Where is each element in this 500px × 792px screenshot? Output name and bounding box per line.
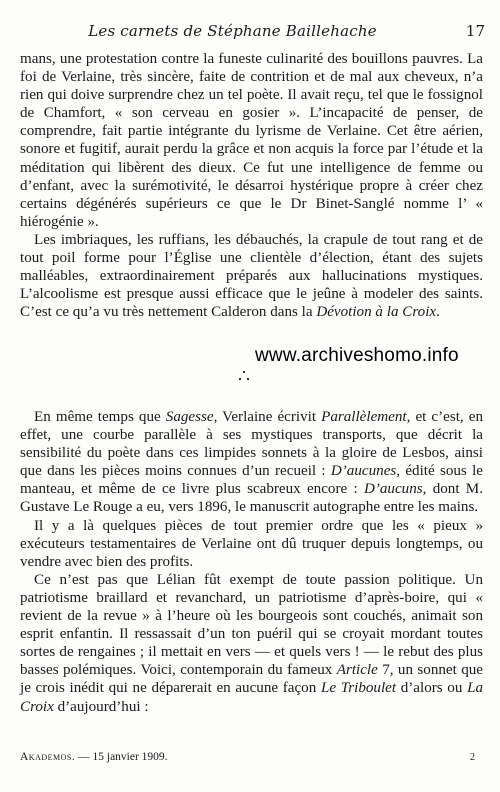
paragraph-text: , dont M. Gustave Le Rouge a eu, vers 1896, le manuscrit autographe entre les mains. xyxy=(20,481,483,516)
italic-title: D’aucunes xyxy=(330,463,397,480)
paragraph-executeurs: Il y a là quelques pièces de tout premier ordre que les « pieux » exécuteurs testamentaires de Verlaine ont dû truquer depuis longtemps, ou vendre avec bien des profits. xyxy=(20,517,483,570)
page-header xyxy=(20,22,485,44)
paragraph-text: Les imbriaques, les ruffians, les débauchés, la crapule de tout rang et de tout poil forme pour l’Église une clientèle d’élection, étant des sujets malléables, extraordinairement préparés aux hallucinations mystiques. L’alcoolisme est presque aussi efficace que le jeûne à modeler des saints. C’est ce qu’a vu très nettement Calderon dans la xyxy=(20,231,483,321)
signature-mark: 2 xyxy=(470,752,475,763)
paragraph-verlaine-faith: mans, une protestation contre la funeste culinarité des bouillons pauvres. La foi de Verlaine, très sincère, faite de contrition et de mal aux cheveux, n’a rien qui doive surprendre chez un tel poète. Il avait reçu, tel que le fossignol de Chamfort, « son cerveau en gosier ». L’incapacité de penser, de comprendre, fait partie intégrante du lyrisme de Verlaine. Cet être aérien, sonore et fugitif, aurait perdu la grâce et non acquis la force par l’étude et la méditation qui libèrent des dieux. Ce fut une intelligence de femme ou d’enfant, avec la surémotivité, le désarroi hystérique propre à créer chez certains dégénérés supérieurs ce que le Dr Binet-Sanglé nomme l’ « hiérogénie ». xyxy=(20,51,483,230)
paragraph-imbriaques xyxy=(20,231,483,321)
paragraph-text: Ce n’est pas que Lélian fût exempt de toute passion politique. Un patriotisme braillard et revanchard, un patriotisme d’après-boire, qui « revient de la revue » à l’heure où les bourgeois sont couchés, animait son esprit enfantin. Il ressassait d’un ton puéril qui se croyait mordant toutes sortes de rengaines ; il mettait en vers — et quels vers ! — le rebut des plus basses polémiques. Voici, contemporain du fameux xyxy=(20,571,483,679)
paragraph-text: , Verlaine écrivit xyxy=(213,409,322,425)
paragraph-parallelement xyxy=(20,408,483,517)
italic-title: Article xyxy=(336,662,378,679)
italic-title: Sagesse xyxy=(165,409,214,425)
italic-title: D’aucuns xyxy=(363,481,423,498)
italic-title: La Croix xyxy=(20,680,484,715)
journal-name: Akademos. xyxy=(20,751,76,763)
paragraph-text: d’aujourd’hui : xyxy=(53,698,149,715)
asterism-icon xyxy=(236,369,252,383)
paragraph-text: 7, un sonnet que je crois inédit qui ne déparerait en aucune façon xyxy=(20,662,483,697)
paragraph-text: , et c’est, en effet, une courbe parallèle à ses mystiques transports, que décrit la sensibilité du poète dans ces limpides sonnets à la gloire de Lesbos, ainsi que dans les pièces moins connues d’un recueil : xyxy=(20,409,484,480)
paragraph-text: d’alors ou xyxy=(396,680,468,697)
watermark-url: www.archiveshomo.info xyxy=(255,345,459,366)
paragraph-text: , édité sous le manteau, et même de ce livre plus scabreux encore : xyxy=(20,463,483,498)
running-head: Les carnets de Stéphane Baillehache xyxy=(88,22,377,40)
italic-title: Le Triboulet xyxy=(320,680,397,697)
paragraph-text: En même temps que xyxy=(34,409,166,425)
paragraph-politique xyxy=(20,571,483,716)
asterism-separator xyxy=(236,369,252,383)
italic-title: Parallèlement xyxy=(321,409,407,425)
issue-date: — 15 janvier 1909. xyxy=(75,751,168,763)
page-number: 17 xyxy=(465,22,485,40)
body-section-2 xyxy=(20,408,483,716)
page-footer xyxy=(20,751,483,763)
body-section-1 xyxy=(20,50,483,321)
italic-title: Dévotion à la Croix xyxy=(316,304,437,321)
paragraph-text: . xyxy=(436,304,440,321)
